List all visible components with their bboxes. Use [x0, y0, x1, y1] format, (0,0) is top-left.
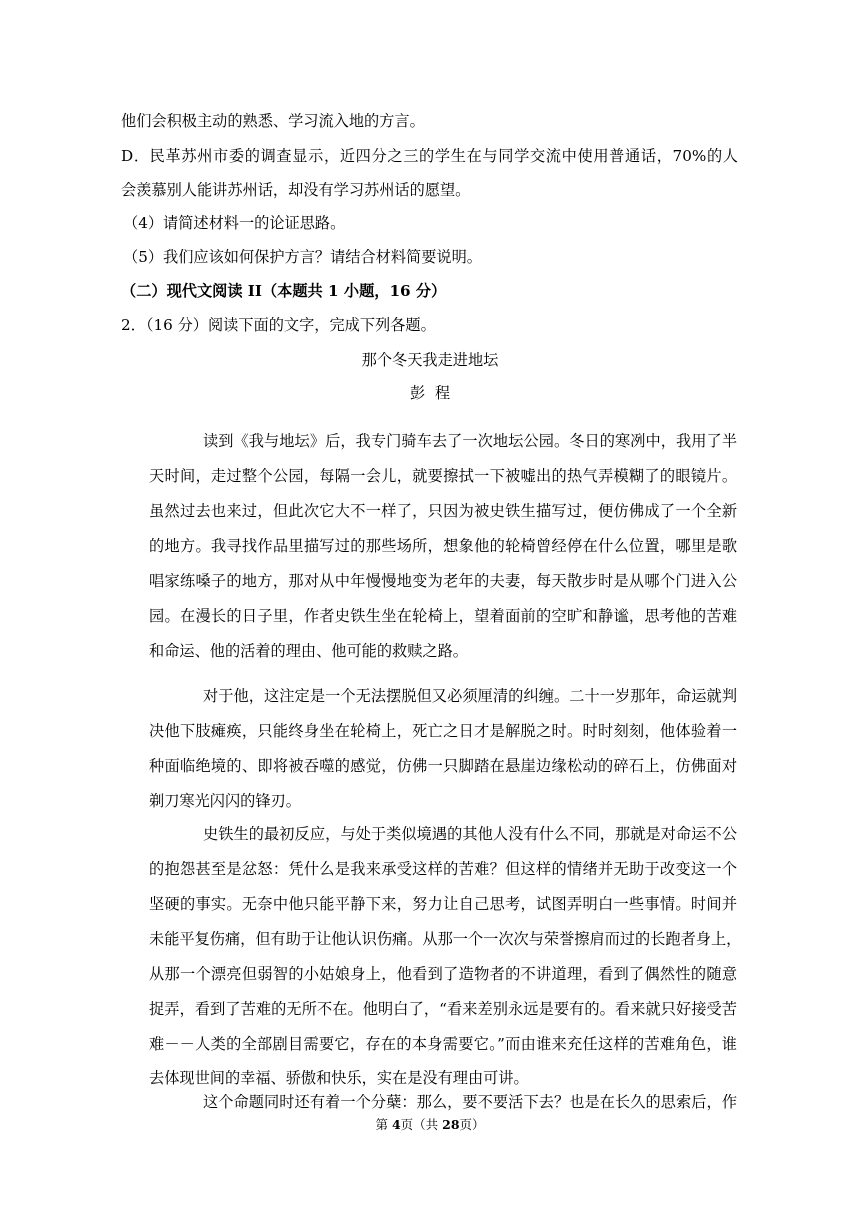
- paragraph-1-line-5: 唱家练嗓子的地方，那对从中年慢慢地变为老年的夫妻，每天散步时是从哪个门进入公: [149, 572, 737, 590]
- option-d-line-1: D．民革苏州市委的调查显示，近四分之三的学生在与同学交流中使用普通话，70%的人: [121, 147, 738, 165]
- footer-prefix: 第: [375, 1117, 392, 1132]
- paragraph-1-line-4: 的地方。我寻找作品里描写过的那些场所，想象他的轮椅曾经停在什么位置，哪里是歌: [149, 537, 737, 555]
- paragraph-3-line-1: 史铁生的最初反应，与处于类似境遇的其他人没有什么不同，那就是对命运不公: [203, 825, 737, 843]
- paragraph-1-line-7: 和命运、他的活着的理由、他可能的救赎之路。: [149, 642, 468, 660]
- question-5: （5）我们应该如何保护方言？请结合材料简要说明。: [123, 248, 482, 266]
- footer-middle: 页（共: [400, 1117, 443, 1132]
- continuation-line: 他们会积极主动的熟悉、学习流入地的方言。: [121, 112, 425, 130]
- paragraph-1-line-1: 读到《我与地坛》后，我专门骑车去了一次地坛公园。冬日的寒冽中，我用了半: [203, 432, 737, 450]
- paragraph-3-line-3: 坚硬的事实。无奈中他只能平静下来，努力让自己思考，试图弄明白一些事情。时间并: [149, 895, 737, 913]
- paragraph-3-line-2: 的抱怨甚至是忿怒：凭什么是我来承受这样的苦难？但这样的情绪并无助于改变这一个: [149, 860, 737, 878]
- paragraph-3-line-7: 难－－人类的全部剧目需要它，存在的本身需要它。”而由谁来充任这样的苦难角色，谁: [149, 1035, 737, 1053]
- article-title: 那个冬天我走进地坛: [361, 351, 499, 369]
- paragraph-1-line-3: 虽然过去也来过，但此次它大不一样了，只因为被史铁生描写过，便仿佛成了一个全新: [149, 502, 737, 520]
- paragraph-2-line-2: 决他下肢瘫痪，只能终身坐在轮椅上，死亡之日才是解脱之时。时时刻刻，他体验着一: [149, 722, 737, 740]
- paragraph-3-line-4: 未能平复伤痛，但有助于让他认识伤痛。从那一个一次次与荣誉擦肩而过的长跑者身上，: [149, 930, 742, 948]
- page-footer: [0, 1117, 860, 1133]
- question-4: （4）请简述材料一的论证思路。: [123, 214, 346, 232]
- section-heading: （二）现代文阅读 II（本题共 1 小题，16 分）: [121, 282, 447, 300]
- footer-total-pages: 28: [442, 1117, 460, 1132]
- paragraph-2-line-4: 剃刀寒光闪闪的锋刃。: [149, 792, 301, 810]
- paragraph-3-line-8: 去体现世间的幸福、骄傲和快乐，实在是没有理由可讲。: [149, 1069, 529, 1087]
- paragraph-1-line-6: 园。在漫长的日子里，作者史铁生坐在轮椅上，望着面前的空旷和静谧，思考他的苦难: [149, 607, 737, 625]
- paragraph-2-line-3: 种面临绝境的、即将被吞噬的感觉，仿佛一只脚踏在悬崖边缘松动的碎石上，仿佛面对: [149, 757, 737, 775]
- question-2-intro: 2．（16 分）阅读下面的文字，完成下列各题。: [121, 316, 436, 334]
- paragraph-3-line-6: 捉弄，看到了苦难的无所不在。他明白了，“看来差别永远是要有的。看来就只好接受苦: [149, 1000, 737, 1018]
- paragraph-1-line-2: 天时间，走过整个公园，每隔一会儿，就要擦拭一下被嘘出的热气弄模糊了的眼镜片。: [149, 467, 737, 485]
- article-author: 彭 程: [409, 384, 451, 402]
- option-d-line-2: 会羡慕别人能讲苏州话，却没有学习苏州话的愿望。: [121, 181, 471, 199]
- footer-suffix: 页）: [459, 1117, 485, 1132]
- paragraph-2-line-1: 对于他，这注定是一个无法摆脱但又必须厘清的纠缠。二十一岁那年，命运就判: [203, 687, 737, 705]
- paragraph-4-line-1: 这个命题同时还有着一个分蘖：那么，要不要活下去？也是在长久的思索后，作: [203, 1093, 737, 1111]
- footer-page-number: 4: [391, 1117, 401, 1132]
- paragraph-3-line-5: 从那一个漂亮但弱智的小姑娘身上，他看到了造物者的不讲道理，看到了偶然性的随意: [149, 965, 737, 983]
